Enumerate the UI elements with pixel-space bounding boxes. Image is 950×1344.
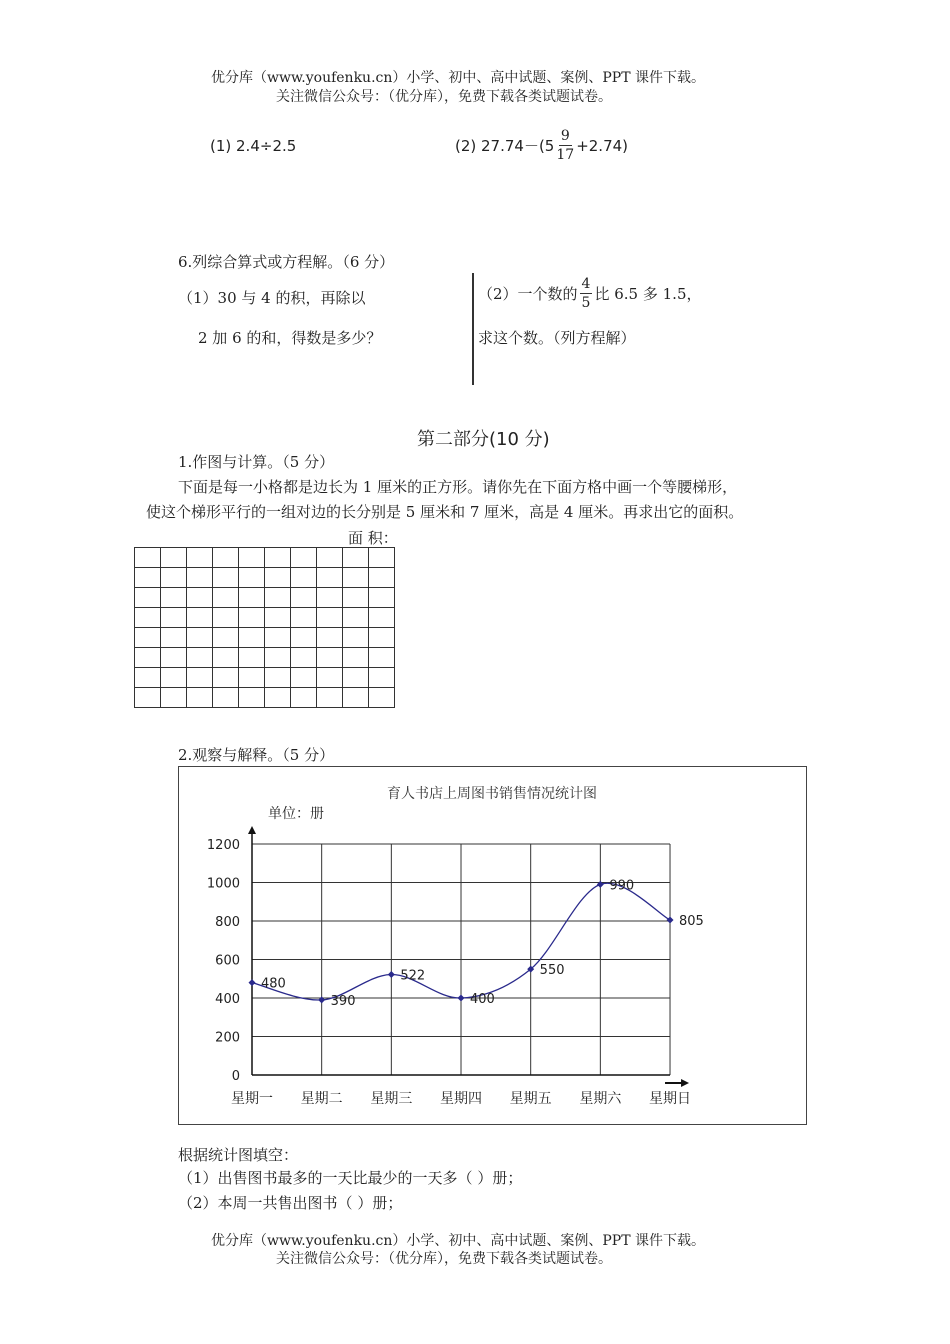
grid-cell[interactable] <box>161 568 187 588</box>
grid-cell[interactable] <box>369 548 395 568</box>
drawing-grid[interactable] <box>134 547 395 708</box>
grid-cell[interactable] <box>369 628 395 648</box>
grid-cell[interactable] <box>343 588 369 608</box>
grid-cell[interactable] <box>317 648 343 668</box>
sales-line-chart <box>179 767 806 1124</box>
grid-cell[interactable] <box>213 628 239 648</box>
grid-cell[interactable] <box>213 588 239 608</box>
grid-cell[interactable] <box>161 548 187 568</box>
grid-cell[interactable] <box>161 648 187 668</box>
grid-cell[interactable] <box>239 628 265 648</box>
calc-q2-suffix: +2.74) <box>576 136 629 155</box>
chart-data-label: 400 <box>470 992 495 1007</box>
grid-cell[interactable] <box>265 628 291 648</box>
grid-cell[interactable] <box>265 688 291 708</box>
grid-cell[interactable] <box>317 628 343 648</box>
grid-row <box>135 608 395 628</box>
chart-y-tick-label: 600 <box>215 953 240 969</box>
grid-cell[interactable] <box>213 608 239 628</box>
grid-cell[interactable] <box>161 688 187 708</box>
chart-data-label: 522 <box>400 968 426 984</box>
grid-cell[interactable] <box>291 548 317 568</box>
area-label: 面 积： <box>348 529 398 547</box>
grid-row <box>135 668 395 688</box>
section6-right-line-1 <box>478 277 701 310</box>
grid-cell[interactable] <box>343 628 369 648</box>
part2-q1-title: 1.作图与计算。（5 分） <box>178 453 335 471</box>
chart-title: 育人书店上周图书销售情况统计图 <box>387 786 597 802</box>
chart-y-tick-label: 1000 <box>206 876 240 892</box>
grid-cell[interactable] <box>291 588 317 608</box>
grid-cell[interactable] <box>291 668 317 688</box>
chart-data-point <box>667 917 674 924</box>
grid-cell[interactable] <box>135 688 161 708</box>
calc-question-1: (1) 2.4÷2.5 <box>210 137 297 155</box>
grid-cell[interactable] <box>187 668 213 688</box>
grid-cell[interactable] <box>213 668 239 688</box>
grid-cell[interactable] <box>187 568 213 588</box>
grid-cell[interactable] <box>239 588 265 608</box>
grid-cell[interactable] <box>239 608 265 628</box>
grid-cell[interactable] <box>317 608 343 628</box>
fill-question-1: （1）出售图书最多的一天比最少的一天多（ ）册； <box>178 1169 523 1187</box>
grid-cell[interactable] <box>265 588 291 608</box>
chart-data-label: 805 <box>679 914 704 930</box>
chart-y-tick-label: 1200 <box>206 838 240 853</box>
footer-line-2: 关注微信公众号：（优分库），免费下载各类试题试卷。 <box>276 1251 612 1267</box>
grid-cell[interactable] <box>187 648 213 668</box>
grid-cell[interactable] <box>187 608 213 628</box>
chart-x-tick-label: 星期日 <box>649 1091 692 1107</box>
grid-cell[interactable] <box>265 548 291 568</box>
chart-data-label: 550 <box>539 963 565 979</box>
chart-data-point <box>388 971 395 978</box>
grid-cell[interactable] <box>135 588 161 608</box>
grid-cell[interactable] <box>265 568 291 588</box>
grid-cell[interactable] <box>343 608 369 628</box>
chart-data-label: 480 <box>261 976 286 992</box>
chart-y-tick-label: 0 <box>231 1069 240 1084</box>
fraction-numerator: 4 <box>581 276 591 292</box>
grid-row <box>135 688 395 708</box>
section6-title: 6.列综合算式或方程解。（6 分） <box>178 253 395 271</box>
grid-row <box>135 648 395 668</box>
chart-y-tick-label: 800 <box>215 915 240 930</box>
section6-right-suffix: 比 6.5 多 1.5， <box>594 285 702 303</box>
grid-cell[interactable] <box>343 548 369 568</box>
grid-cell[interactable] <box>369 668 395 688</box>
grid-cell[interactable] <box>187 548 213 568</box>
section6-left-line-2: 2 加 6 的和，得数是多少？ <box>198 329 382 347</box>
grid-cell[interactable] <box>317 588 343 608</box>
fill-question-2: （2）本周一共售出图书（ ）册； <box>178 1194 403 1212</box>
section6-right-prefix: （2）一个数的 <box>478 285 578 303</box>
grid-cell[interactable] <box>161 668 187 688</box>
grid-cell[interactable] <box>317 548 343 568</box>
chart-y-tick-label: 400 <box>215 992 240 1007</box>
grid-cell[interactable] <box>161 628 187 648</box>
chart-x-tick-label: 星期一 <box>231 1091 273 1107</box>
grid-cell[interactable] <box>369 588 395 608</box>
grid-cell[interactable] <box>317 568 343 588</box>
fraction-denominator: 5 <box>581 295 591 311</box>
header-line-1: 优分库（www.youfenku.cn）小学、初中、高中试题、案例、PPT 课件下载。 <box>211 70 706 86</box>
grid-cell[interactable] <box>239 688 265 708</box>
calc-question-2 <box>455 129 628 162</box>
chart-x-tick-label: 星期二 <box>300 1091 343 1107</box>
chart-data-point <box>249 979 256 986</box>
grid-cell[interactable] <box>135 608 161 628</box>
chart-y-tick-label: 200 <box>215 1030 240 1046</box>
chart-data-label: 390 <box>330 993 356 1009</box>
grid-cell[interactable] <box>239 668 265 688</box>
chart-data-point <box>458 995 465 1002</box>
grid-cell[interactable] <box>291 628 317 648</box>
grid-row <box>135 628 395 648</box>
grid-cell[interactable] <box>317 688 343 708</box>
grid-cell[interactable] <box>291 608 317 628</box>
fraction-numerator: 9 <box>560 128 570 144</box>
grid-cell[interactable] <box>343 568 369 588</box>
grid-cell[interactable] <box>135 548 161 568</box>
grid-cell[interactable] <box>265 648 291 668</box>
fraction-denominator: 17 <box>556 147 575 163</box>
grid-cell[interactable] <box>265 668 291 688</box>
part2-title: 第二部分(10 分) <box>417 429 550 450</box>
grid-cell[interactable] <box>239 548 265 568</box>
grid-cell[interactable] <box>187 628 213 648</box>
section6-divider <box>472 273 474 385</box>
part2-q2-title: 2.观察与解释。（5 分） <box>178 746 335 764</box>
grid-cell[interactable] <box>343 668 369 688</box>
grid-cell[interactable] <box>239 648 265 668</box>
chart-x-tick-label: 星期四 <box>440 1091 483 1107</box>
grid-row <box>135 588 395 608</box>
chart-unit-label: 单位：册 <box>268 806 324 822</box>
grid-cell[interactable] <box>369 688 395 708</box>
grid-cell[interactable] <box>213 548 239 568</box>
grid-cell[interactable] <box>135 568 161 588</box>
part2-q1-line-1: 下面是每一小格都是边长为 1 厘米的正方形。请你先在下面方格中画一个等腰梯形， <box>178 478 738 496</box>
grid-cell[interactable] <box>343 688 369 708</box>
chart-frame <box>178 766 807 1125</box>
grid-cell[interactable] <box>291 568 317 588</box>
fraction-4-5 <box>580 277 593 310</box>
header-line-2: 关注微信公众号：（优分库），免费下载各类试题试卷。 <box>276 89 612 105</box>
part2-q1-line-2: 使这个梯形平行的一组对边的长分别是 5 厘米和 7 厘米，高是 4 厘米。再求出它的面积。 <box>146 503 744 521</box>
grid-cell[interactable] <box>343 648 369 668</box>
grid-cell[interactable] <box>187 688 213 708</box>
grid-cell[interactable] <box>135 648 161 668</box>
grid-cell[interactable] <box>213 568 239 588</box>
y-axis-arrow-icon <box>248 826 256 834</box>
chart-data-label: 990 <box>609 878 635 894</box>
grid-row <box>135 568 395 588</box>
grid-cell[interactable] <box>369 648 395 668</box>
grid-cell[interactable] <box>187 588 213 608</box>
chart-x-tick-label: 星期六 <box>579 1091 622 1107</box>
grid-cell[interactable] <box>161 588 187 608</box>
fill-intro: 根据统计图填空： <box>178 1146 299 1164</box>
fraction-9-17 <box>556 129 574 162</box>
grid-cell[interactable] <box>317 668 343 688</box>
section6-left-line-1: （1）30 与 4 的积，再除以 <box>178 289 366 307</box>
calc-q2-prefix: (2) 27.74－(5 <box>455 137 555 155</box>
grid-cell[interactable] <box>213 688 239 708</box>
chart-x-tick-label: 星期三 <box>370 1091 413 1107</box>
grid-cell[interactable] <box>135 628 161 648</box>
grid-cell[interactable] <box>291 688 317 708</box>
grid-cell[interactable] <box>213 648 239 668</box>
grid-cell[interactable] <box>291 648 317 668</box>
chart-data-point <box>318 996 325 1003</box>
footer-line-1: 优分库（www.youfenku.cn）小学、初中、高中试题、案例、PPT 课件下载。 <box>211 1233 706 1249</box>
grid-cell[interactable] <box>161 608 187 628</box>
section6-right-line-2: 求这个数。（列方程解） <box>478 329 636 347</box>
grid-cell[interactable] <box>265 608 291 628</box>
chart-x-tick-label: 星期五 <box>509 1091 552 1107</box>
grid-cell[interactable] <box>239 568 265 588</box>
grid-cell[interactable] <box>369 608 395 628</box>
grid-cell[interactable] <box>135 668 161 688</box>
x-axis-arrow-icon <box>681 1079 689 1087</box>
chart-data-point <box>597 881 604 888</box>
grid-cell[interactable] <box>369 568 395 588</box>
grid-row <box>135 548 395 568</box>
